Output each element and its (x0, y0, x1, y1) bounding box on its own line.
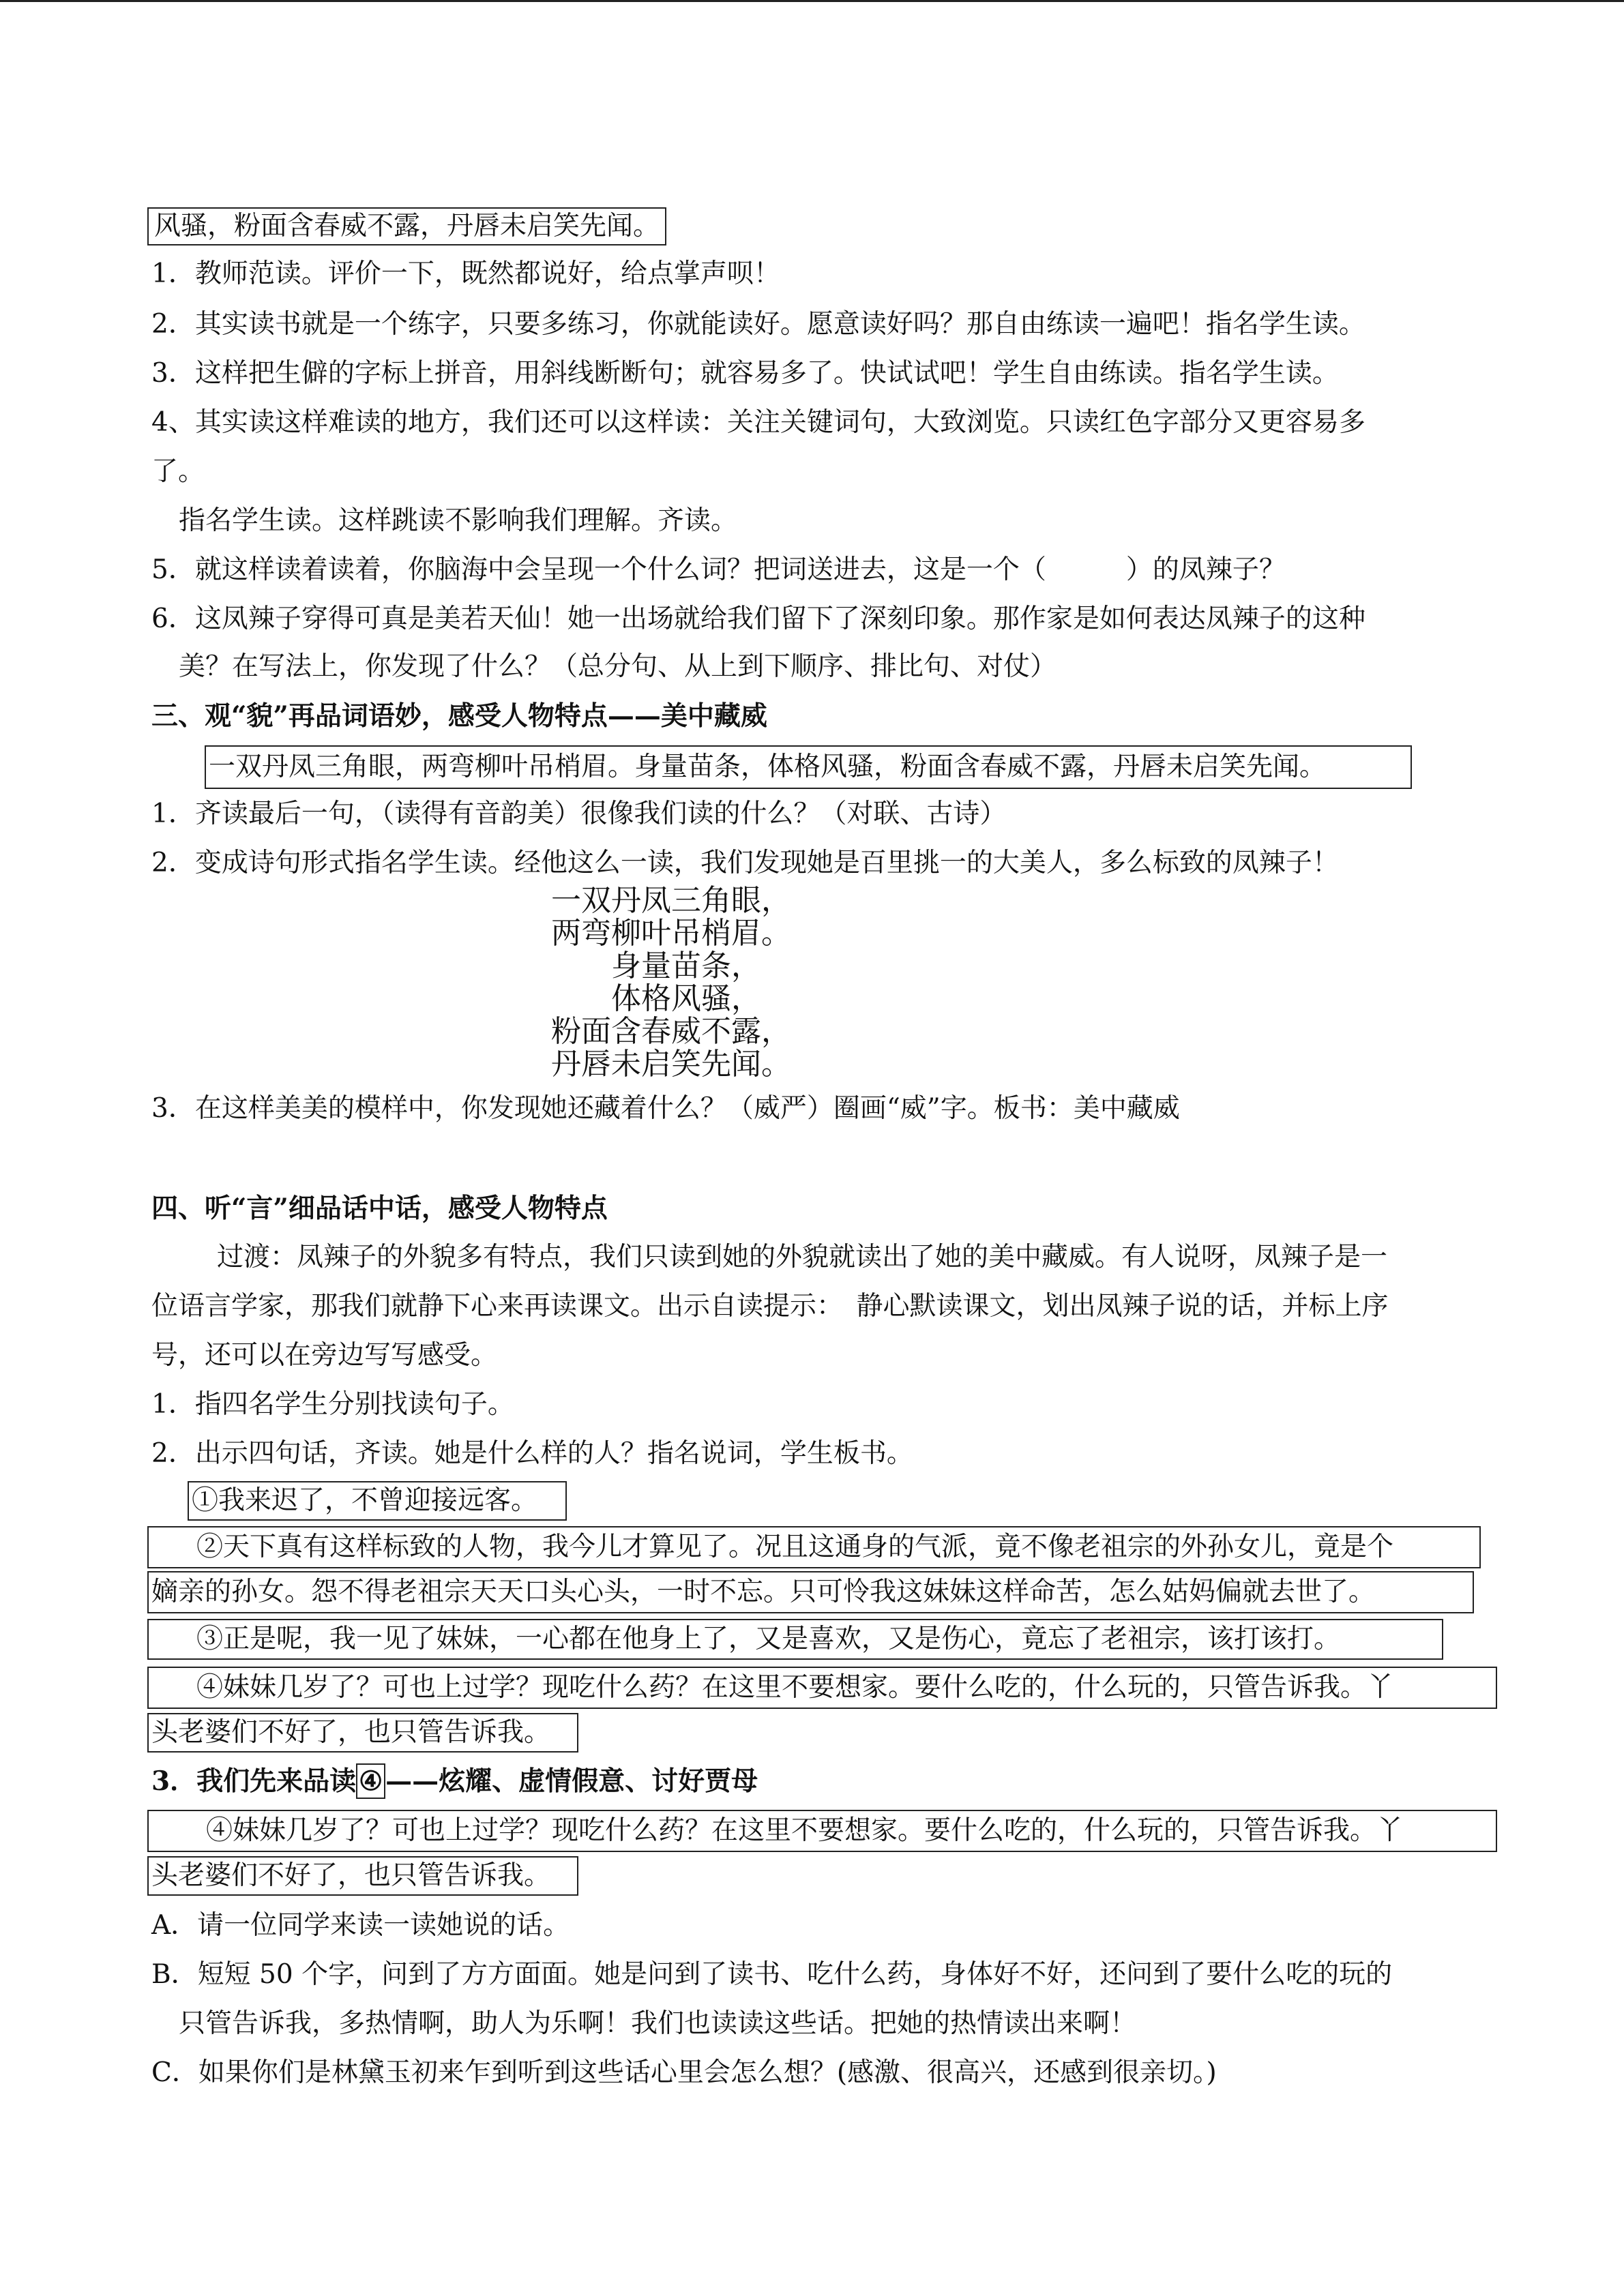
step-6: 6．这凤辣子穿得可真是美若天仙！她一出场就给我们留下了深刻印象。那作家是如何表达凤辣子的这种 (151, 603, 1365, 634)
section-heading-4: 四、听“言”细品话中话，感受人物特点 (151, 1193, 608, 1224)
s4-item-c: C．如果你们是林黛玉初来乍到听到这些话心里会怎么想？(感激、很高兴，还感到很亲切。) (151, 2057, 1217, 2088)
quote-2-box-line-2: 嫡亲的孙女。怨不得老祖宗天天口头心头，一时不忘。只可怜我这妹妹这样命苦，怎么姑妈偏就去世了。 (147, 1571, 1474, 1613)
poem-line-5: 粉面含春威不露， (551, 1014, 791, 1049)
transition-para-1: 过渡：凤辣子的外貌多有特点，我们只读到她的外貌就读出了她的美中藏威。有人说呀，凤辣子是一 (217, 1242, 1388, 1272)
transition-para-2: 位语言学家，那我们就静下心来再读课文。出示自读提示： 静心默读课文，划出凤辣子说的话，并标上序 (151, 1291, 1389, 1322)
poem-line-3: 身量苗条， (611, 949, 761, 983)
s3-step-3: 3．在这样美美的模样中，你发现她还藏着什么？（威严）圈画“威”字。板书：美中藏威 (151, 1093, 1180, 1124)
step-4-cont: 了。 (151, 456, 205, 487)
step-6-cont: 美？在写法上，你发现了什么？（总分句、从上到下顺序、排比句、对仗） (179, 651, 1057, 682)
s3-step-1: 1．齐读最后一句，（读得有音韵美）很像我们读的什么？（对联、古诗） (151, 799, 1007, 829)
s4-item-b: B．短短 50 个字，问到了方方面面。她是问到了读书、吃什么药，身体好不好，还问到了要什么吃的玩的 (151, 1959, 1393, 1990)
circled-four-marker: ④ (356, 1763, 385, 1799)
boxed-quote-line: 风骚，粉面含春威不露，丹唇未启笑先闻。 (147, 207, 666, 245)
step-4: 4、其实读这样难读的地方，我们还可以这样读：关注关键词句，大致浏览。只读红色字部分又更容易多 (151, 407, 1365, 438)
s4-item-b-cont: 只管告诉我，多热情啊，助人为乐啊！我们也读读这些话。把她的热情读出来啊！ (179, 2008, 1137, 2039)
section-heading-3: 三、观“貌”再品词语妙，感受人物特点——美中藏威 (151, 700, 767, 732)
quote-4-repeat-box-line-2: 头老婆们不好了，也只管告诉我。 (147, 1856, 578, 1896)
transition-para-3: 号，还可以在旁边写写感受。 (151, 1340, 498, 1371)
s4-step-2: 2．出示四句话，齐读。她是什么样的人？指名说词，学生板书。 (151, 1438, 913, 1469)
s4-item-a: A．请一位同学来读一读她说的话。 (151, 1910, 570, 1941)
step-5: 5．就这样读着读着，你脑海中会呈现一个什么词？把词送进去，这是一个（ ）的凤辣子？ (151, 554, 1286, 585)
step-1: 1．教师范读。评价一下，既然都说好，给点掌声呗！ (151, 258, 780, 289)
poem-line-4: 体格风骚， (611, 981, 761, 1016)
quote-4-box-line-2: 头老婆们不好了，也只管告诉我。 (147, 1713, 578, 1753)
poem-line-2: 两弯柳叶吊梢眉。 (551, 916, 791, 951)
poem-line-1: 一双丹凤三角眼， (551, 883, 791, 918)
top-rule (0, 0, 1624, 2)
quote-2-box-line-1: ②天下真有这样标致的人物，我今儿才算见了。况且这通身的气派，竟不像老祖宗的外孙女儿，竟是个 (147, 1526, 1481, 1568)
step-2: 2．其实读书就是一个练字，只要多练习，你就能读好。愿意读好吗？那自由练读一遍吧！指名学生读。 (151, 309, 1365, 340)
s3-step-2: 2．变成诗句形式指名学生读。经他这么一读，我们发现她是百里挑一的大美人，多么标致的凤辣子！ (151, 848, 1339, 878)
step-4-note: 指名学生读。这样跳读不影响我们理解。齐读。 (179, 505, 738, 536)
poem-line-6: 丹唇未启笑先闻。 (551, 1047, 791, 1082)
quote-1-box: ①我来迟了，不曾迎接远客。 (188, 1481, 567, 1521)
boxed-quote-appearance: 一双丹凤三角眼，两弯柳叶吊梢眉。身量苗条，体格风骚，粉面含春威不露，丹唇未启笑先闻。 (205, 745, 1412, 789)
step-3: 3．这样把生僻的字标上拼音，用斜线断断句；就容易多了。快试试吧！学生自由练读。指名学生读。 (151, 358, 1339, 389)
s4-step-1: 1．指四名学生分别找读句子。 (151, 1389, 514, 1420)
quote-3-box: ③正是呢，我一见了妹妹，一心都在他身上了，又是喜欢，又是伤心，竟忘了老祖宗，该打该打。 (147, 1619, 1443, 1660)
quote-4-box-line-1: ④妹妹几岁了？可也上过学？现吃什么药？在这里不要想家。要什么吃的，什么玩的，只管告诉我。丫 (147, 1667, 1497, 1709)
quote-4-repeat-box-line-1: ④妹妹几岁了？可也上过学？现吃什么药？在这里不要想家。要什么吃的，什么玩的，只管告诉我。丫 (147, 1810, 1497, 1852)
s4-step-3-heading: 3．我们先来品读 ④ ——炫耀、虚情假意、讨好贾母 (151, 1762, 758, 1800)
